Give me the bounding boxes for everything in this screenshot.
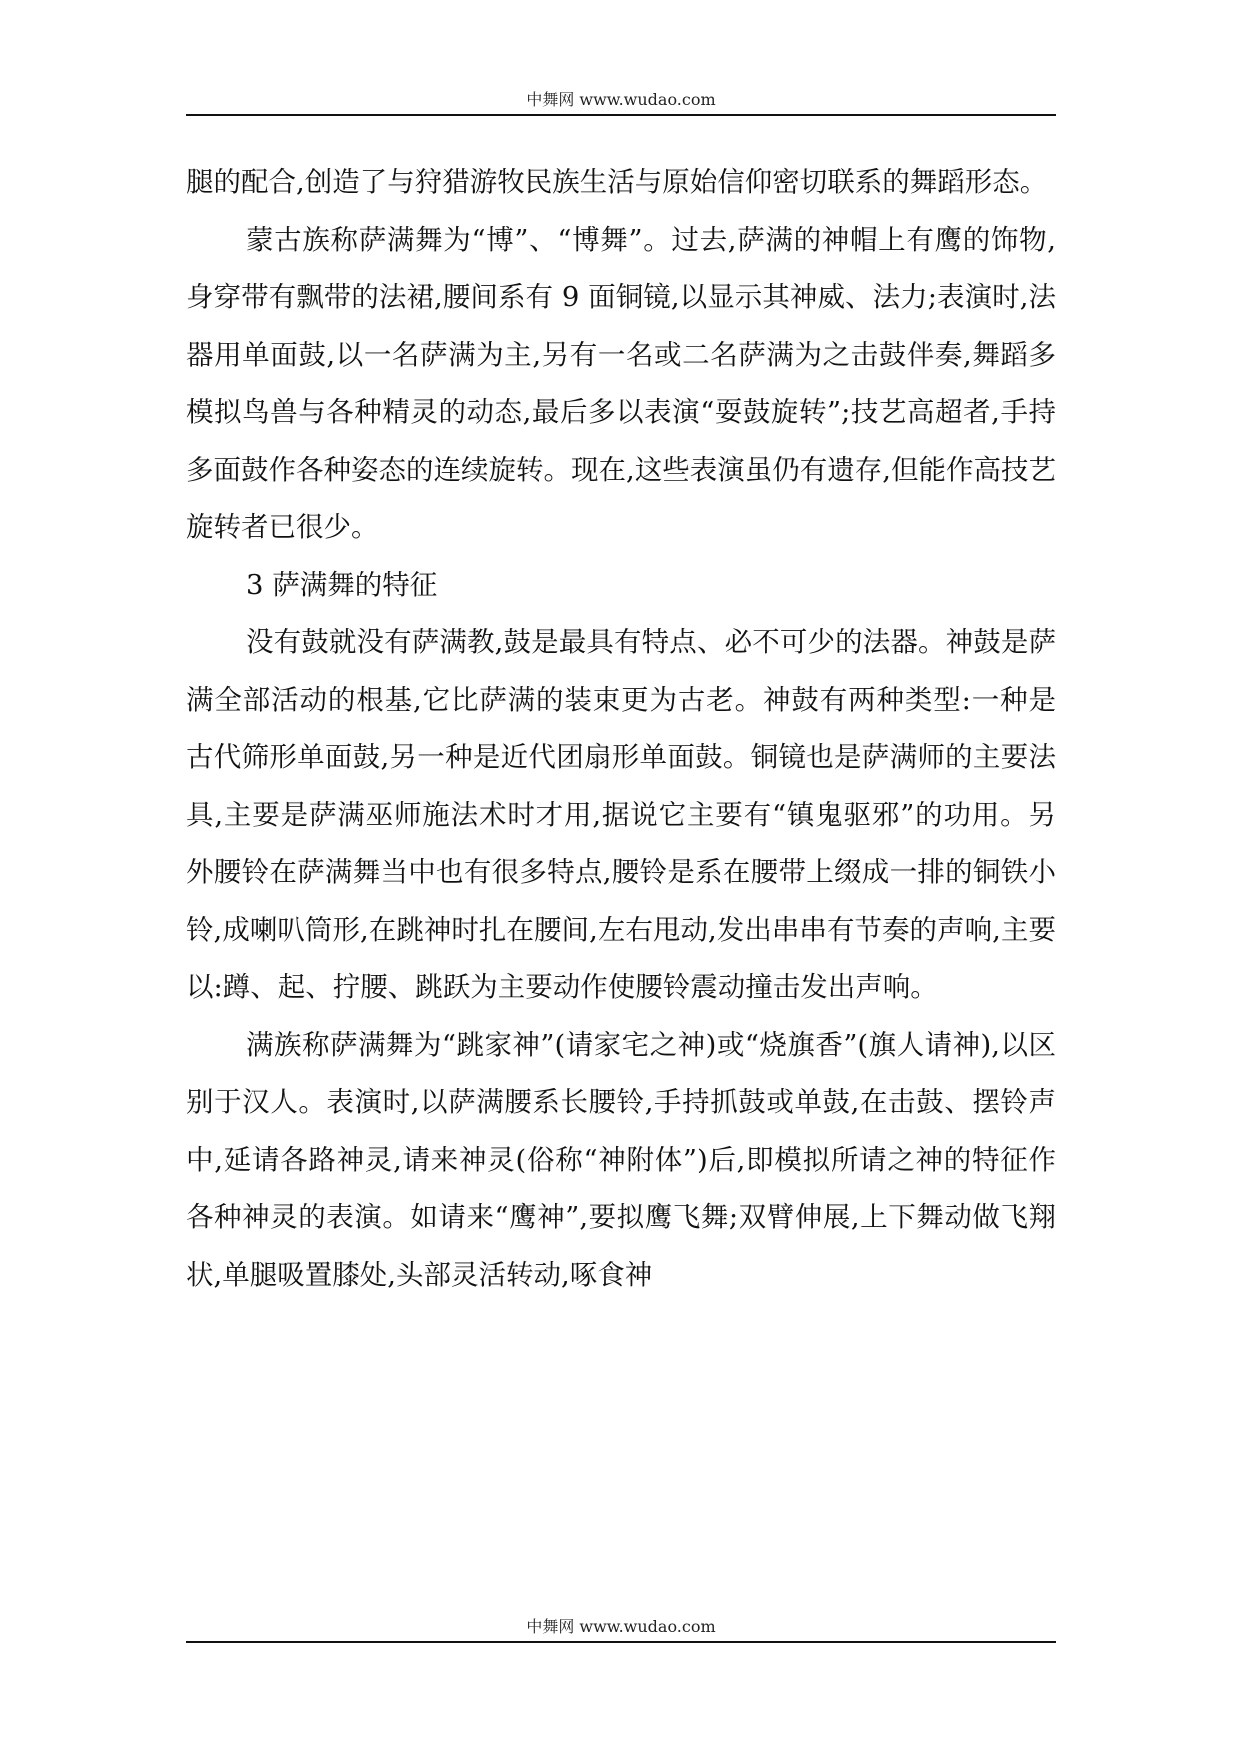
page-footer: 中舞网 www.wudao.com [526,1617,716,1636]
paragraph-drum-features: 没有鼓就没有萨满教,鼓是最具有特点、必不可少的法器。神鼓是萨满全部活动的根基,它比萨满的装束更为古老。神鼓有两种类型:一种是古代筛形单面鼓,另一种是近代团扇形单面鼓。铜镜也是萨满师的主要法具,主要是萨满巫师施法术时才用,据说它主要有“镇鬼驱邪”的功用。另外腰铃在萨满舞当中也有很多特点,腰铃是系在腰带上缀成一排的铜铁小铃,成喇叭筒形,在跳神时扎在腰间,左右甩动,发出串串有节奏的声响,主要以:蹲、起、拧腰、跳跃为主要动作使腰铃震动撞击发出声响。 [186,626,1056,1003]
section-heading: 3 萨满舞的特征 [246,568,438,601]
paragraph-manchu-dance: 满族称萨满舞为“跳家神”(请家宅之神)或“烧旗香”(旗人请神),以区别于汉人。表演时,以萨满腰系长腰铃,手持抓鼓或单鼓,在击鼓、摆铃声中,延请各路神灵,请来神灵(俗称“神附体”)后,即模拟所请之神的特征作各种神灵的表演。如请来“鹰神”,要拟鹰飞舞;双臂伸展,上下舞动做飞翔状,单腿吸置膝处,头部灵活转动,啄食神 [186,1028,1056,1291]
paragraph-continuation: 腿的配合,创造了与狩猎游牧民族生活与原始信仰密切联系的舞蹈形态。 [186,166,1048,198]
page-header: 中舞网 www.wudao.com [526,90,716,109]
document-body [186,154,1056,1304]
paragraph-mongolian-bo-dance: 蒙古族称萨满舞为“博”、“博舞”。过去,萨满的神帽上有鹰的饰物,身穿带有飘带的法裙,腰间系有 9 面铜镜,以显示其神威、法力;表演时,法器用单面鼓,以一名萨满为主,另有一名或二名萨满为之击鼓伴奏,舞蹈多模拟鸟兽与各种精灵的动态,最后多以表演“耍鼓旋转”;技艺高超者,手持多面鼓作各种姿态的连续旋转。现在,这些表演虽仍有遗存,但能作高技艺旋转者已很少。 [186,223,1056,543]
header-divider [186,114,1056,116]
footer-divider [186,1641,1056,1643]
